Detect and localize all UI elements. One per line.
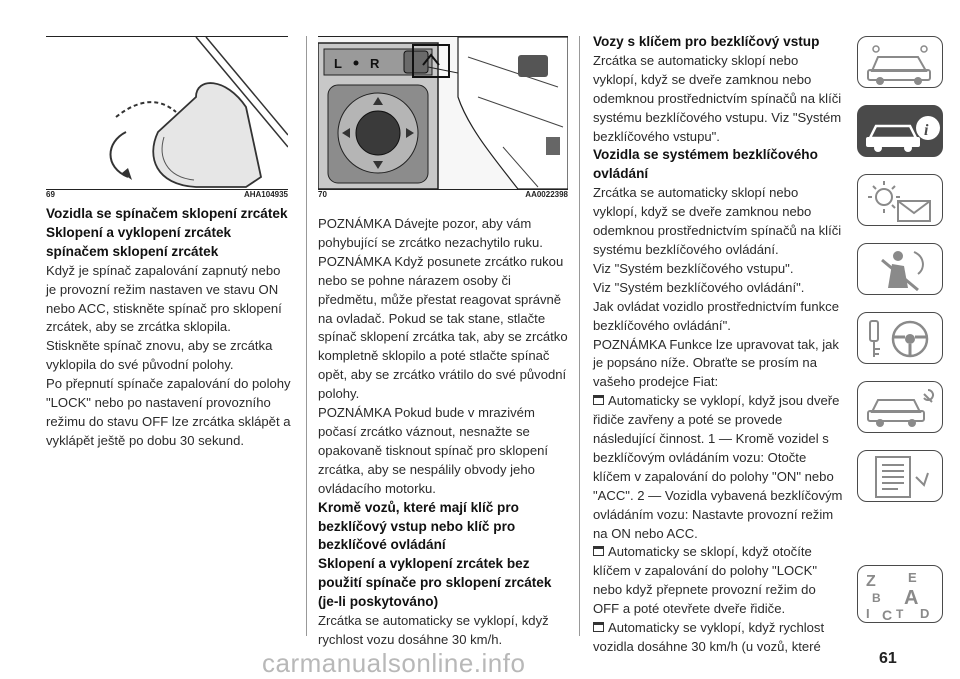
column-divider [579,36,580,636]
index-letter: Z [866,573,876,590]
tab-index[interactable] [857,565,943,623]
paragraph: Zrcátka se automaticky se vyklopí, když rychlost vozu dosáhne 30 km/h. [318,613,549,647]
section-heading: Vozy s klíčem pro bezklíčový vstup [593,34,820,49]
mirror-switch-illustration [318,37,568,189]
airbag-seat-icon [858,244,944,296]
tab-airbag-seat[interactable] [857,243,943,295]
column-1 [46,205,294,451]
paragraph: Zrcátka se automaticky sklopí nebo vyklopí, když se dveře zamknou nebo odemknou prostřednictvím spínačů na klíči systému bezklíčového ovládání. [593,185,842,257]
index-letter: C [882,607,893,623]
figure-code: AHA104935 [243,190,288,199]
index-letter: T [896,607,904,621]
note-paragraph: POZNÁMKA Když posunete zrcátko rukou nebo se pohne nárazem osoby či předmětu, může přestat reagovat správně na ovladač. Pokud se tak stane, stlačte spínač sklopení zrcátka tak, aby se zrcátko kompletně sklopilo a poté stlačte spínač opět, aby se zrcátko vrátilo do své původní polohy. [318,253,568,402]
paragraph: Viz "Systém bezklíčového ovládání". [593,279,805,295]
car-overview-icon [858,37,944,89]
figure-number: 70 [318,190,327,199]
index-letter: E [908,570,917,585]
note-paragraph: POZNÁMKA Dávejte pozor, aby vám pohybující se zrcátko nezachytilo ruku. [318,216,543,250]
paragraph: Viz "Systém bezklíčového vstupu". [593,260,794,276]
bullet-item: Automaticky se vyklopí, když rychlost vozidla dosáhne 30 km/h (u vozů, které [593,619,843,657]
figure-69-caption [46,190,288,199]
tab-warning-lights[interactable] [857,174,943,226]
figure-number: 69 [46,190,55,199]
figure-70-mirror-switch [318,36,568,190]
note-paragraph: POZNÁMKA Pokud bude v mrazivém počasí zrcátko váznout, nesnažte se opakovaně tisknout spínač pro sklopení zrcátka, aby se nespálily obvody jeho ovládacího motorku. [318,405,549,496]
subsection-heading: Sklopení a vyklopení zrcátek spínačem sklopení zrcátek [46,224,232,259]
column-3 [593,33,843,657]
page-number: 61 [879,650,897,667]
index-letter: A [904,587,919,609]
car-info-icon [858,106,944,158]
figure-70-caption [318,190,568,199]
tab-car-service[interactable] [857,381,943,433]
section-heading: Vozidla se spínačem sklopení zrcátek [46,206,288,221]
warning-lights-icon [858,175,944,227]
folding-mirror-illustration [46,37,288,189]
index-letter: D [920,606,930,621]
paragraph: Zrcátka se automaticky sklopí nebo vyklopí, když se dveře zamknou nebo odemknou prostřednictvím spínačů na klíči systému bezklíčového vstupu. Viz "Systém bezklíčového vstupu". [593,52,842,144]
figure-69-mirror-fold [46,36,288,190]
paragraph: Po přepnutí spínače zapalování do polohy "LOCK" nebo po nastavení provozního režimu do stavu OFF lze zrcátka sklápět a vyklápět ještě po dobu 30 sekund. [46,376,291,448]
bullet-item: Automaticky se sklopí, když otočíte klíčem v zapalování do polohy "LOCK" nebo když přepnete provozní režim do OFF a poté otevřete dveře řidiče. [593,543,843,619]
tab-car-info[interactable] [857,105,943,157]
column-divider [306,36,307,636]
index-letters-icon [858,566,944,624]
bullet-item: Automaticky se vyklopí, když jsou dveře řidiče zavřeny a poté se provede následující činnost. 1 — Kromě vozidel s bezklíčovým ovládáním vozu: Otočte klíčem v zapalování do polohy "ON" nebo "ACC". 2 — Vozidla vybavená bezklíčovým ovládáním vozu: Nastavte provozní režim na ON nebo ACC. [593,392,843,543]
note-paragraph: POZNÁMKA Funkce lze upravovat tak, jak je popsáno níže. Obraťte se prosím na vašeho prodejce Fiat: [593,336,839,390]
tab-key-steering[interactable] [857,312,943,364]
specifications-list-icon [858,451,944,503]
paragraph: Jak ovládat vozidlo prostřednictvím funkce bezklíčového ovládání". [593,298,839,333]
svg-text:i: i [924,122,929,139]
car-service-icon [858,382,944,434]
figure-code: AA0022398 [525,190,568,199]
paragraph: Když je spínač zapalování zapnutý nebo je provozní režim nastaven ve stavu ON nebo ACC, stiskněte spínač pro sklopení zrcátek, aby se zrcátka sklopila. [46,262,282,335]
switch-letter-l: L [334,56,342,71]
subsection-heading: Sklopení a vyklopení zrcátek bez použití spínače pro sklopení zrcátek (je-li poskytováno) [318,556,552,610]
column-2 [318,215,572,650]
paragraph: Stiskněte spínač znovu, aby se zrcátka vyklopila do své původní polohy. [46,338,273,373]
section-heading: Kromě vozů, které mají klíč pro bezklíčový vstup nebo klíč pro bezklíčové ovládání [318,499,519,553]
tab-car-overview[interactable] [857,36,943,88]
index-letter: I [866,606,870,621]
tab-specifications[interactable] [857,450,943,502]
index-letter: B [872,591,881,605]
key-steering-icon [858,313,944,365]
watermark: carmanualsonline.info [262,648,526,678]
section-heading: Vozidla se systémem bezklíčového ovládání [593,147,818,182]
switch-letter-r: R [370,56,380,71]
